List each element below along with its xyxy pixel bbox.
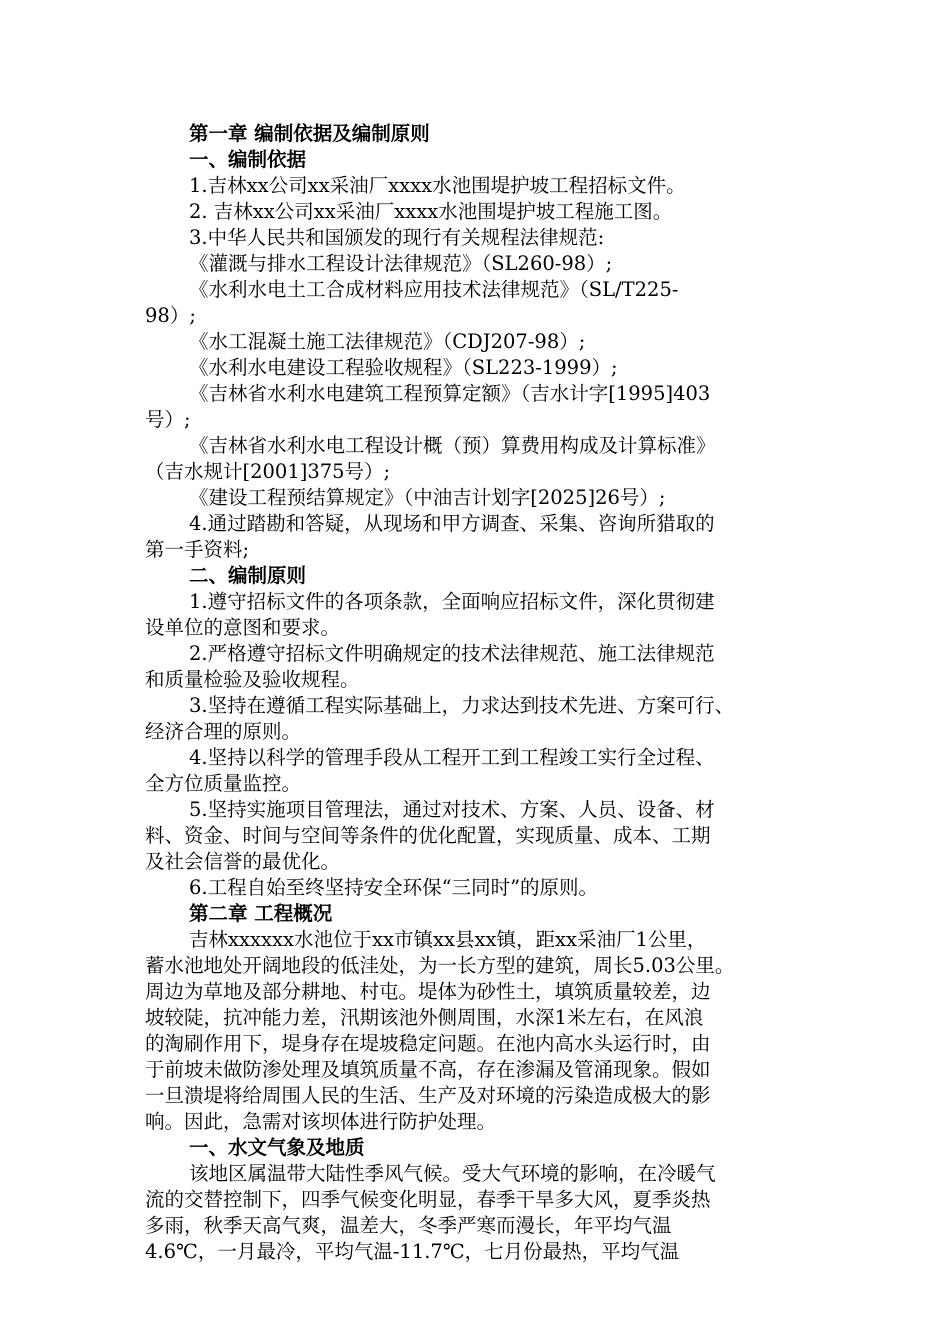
overview-line-6: 于前坡未做防渗处理及填筑质量不高，存在渗漏及管涌现象。假如 (145, 1058, 711, 1081)
climate-line-3: 多雨，秋季天高气爽，温差大，冬季严寒而漫长，年平均气温 (145, 1214, 672, 1237)
standard-acceptance: 《水利水电建设工程验收规程》（SL223-1999）; (189, 356, 618, 379)
overview-line-8: 响。因此，急需对该坝体进行防护处理。 (145, 1110, 497, 1133)
overview-line-7: 一旦溃堤将给周围人民的生活、生产及对环境的污染造成极大的影 (145, 1084, 711, 1107)
principle-5-cont: 料、资金、时间与空间等条件的优化配置，实现质量、成本、工期 (145, 824, 711, 847)
chapter-2-title: 第二章 工程概况 (189, 902, 333, 925)
overview-line-1: 吉林xxxxxx水池位于xx市镇xx县xx镇，距xx采油厂1公里， (189, 928, 707, 951)
principle-6: 6.工程自始至终坚持安全环保“三同时”的原则。 (189, 876, 599, 899)
basis-item-2: 2. 吉林xx公司xx采油厂xxxx水池围堤护坡工程施工图。 (189, 200, 673, 223)
principle-1: 1.遵守招标文件的各项条款，全面响应招标文件，深化贯彻建 (189, 590, 715, 613)
standard-irrigation: 《灌溉与排水工程设计法律规范》（SL260-98）; (189, 252, 613, 275)
standard-geosynthetics: 《水利水电土工合成材料应用技术法律规范》（SL/T225- (189, 278, 679, 301)
standard-design-estimate-cont: （吉水规计[2001]375号）; (145, 460, 391, 483)
climate-line-2: 流的交替控制下，四季气候变化明显，春季干旱多大风，夏季炎热 (145, 1188, 711, 1211)
principle-5-cont-2: 及社会信誉的最优化。 (145, 850, 341, 873)
principle-1-cont: 设单位的意图和要求。 (145, 616, 341, 639)
principle-3: 3.坚持在遵循工程实际基础上，力求达到技术先进、方案可行、 (189, 694, 735, 717)
climate-line-1: 该地区属温带大陆性季风气候。受大气环境的影响，在冷暖气 (189, 1162, 716, 1185)
principle-4-cont: 全方位质量监控。 (145, 772, 302, 795)
standard-geosynthetics-cont: 98）; (145, 304, 196, 327)
principle-2-cont: 和质量检验及验收规程。 (145, 668, 360, 691)
overview-line-3: 周边为草地及部分耕地、村屯。堤体为砂性土，填筑质量较差，边 (145, 980, 711, 1003)
chapter-1-title: 第一章 编制依据及编制原则 (189, 122, 430, 145)
standard-budget-quota-cont: 号）; (145, 408, 191, 431)
climate-line-4: 4.6℃，一月最冷，平均气温-11.7℃，七月份最热，平均气温 (145, 1240, 680, 1263)
principle-2: 2.严格遵守招标文件明确规定的技术法律规范、施工法律规范 (189, 642, 715, 665)
basis-item-4-cont: 第一手资料; (145, 538, 250, 561)
section-hydrology-title: 一、水文气象及地质 (189, 1136, 365, 1159)
document-page (145, 121, 825, 1265)
standard-budget-quota: 《吉林省水利水电建筑工程预算定额》（吉水计字[1995]403 (189, 382, 711, 405)
basis-item-3: 3.中华人民共和国颁发的现行有关规程法律规范: (189, 226, 605, 249)
section-principles-title: 二、编制原则 (189, 564, 307, 587)
overview-line-5: 的淘刷作用下，堤身存在堤坡稳定问题。在池内高水头运行时，由 (145, 1032, 711, 1055)
basis-item-1: 1.吉林xx公司xx采油厂xxxx水池围堤护坡工程招标文件。 (189, 174, 686, 197)
basis-item-4: 4.通过踏勘和答疑，从现场和甲方调查、采集、咨询所猎取的 (189, 512, 715, 535)
principle-5: 5.坚持实施项目管理法，通过对技术、方案、人员、设备、材 (189, 798, 715, 821)
standard-design-estimate: 《吉林省水利水电工程设计概（预）算费用构成及计算标准》 (189, 434, 716, 457)
overview-line-4: 坡较陡，抗冲能力差，汛期该池外侧周围，水深1米左右，在风浪 (145, 1006, 704, 1029)
overview-line-2: 蓄水池地处开阔地段的低洼处，为一长方型的建筑，周长5.03公里。 (145, 954, 735, 977)
principle-3-cont: 经济合理的原则。 (145, 720, 302, 743)
principle-4: 4.坚持以科学的管理手段从工程开工到工程竣工实行全过程、 (189, 746, 715, 769)
standard-concrete: 《水工混凝土施工法律规范》（CDJ207-98）; (189, 330, 586, 353)
section-basis-title: 一、编制依据 (189, 148, 307, 171)
standard-settlement: 《建设工程预结算规定》（中油吉计划字[2025]26号）; (189, 486, 666, 509)
